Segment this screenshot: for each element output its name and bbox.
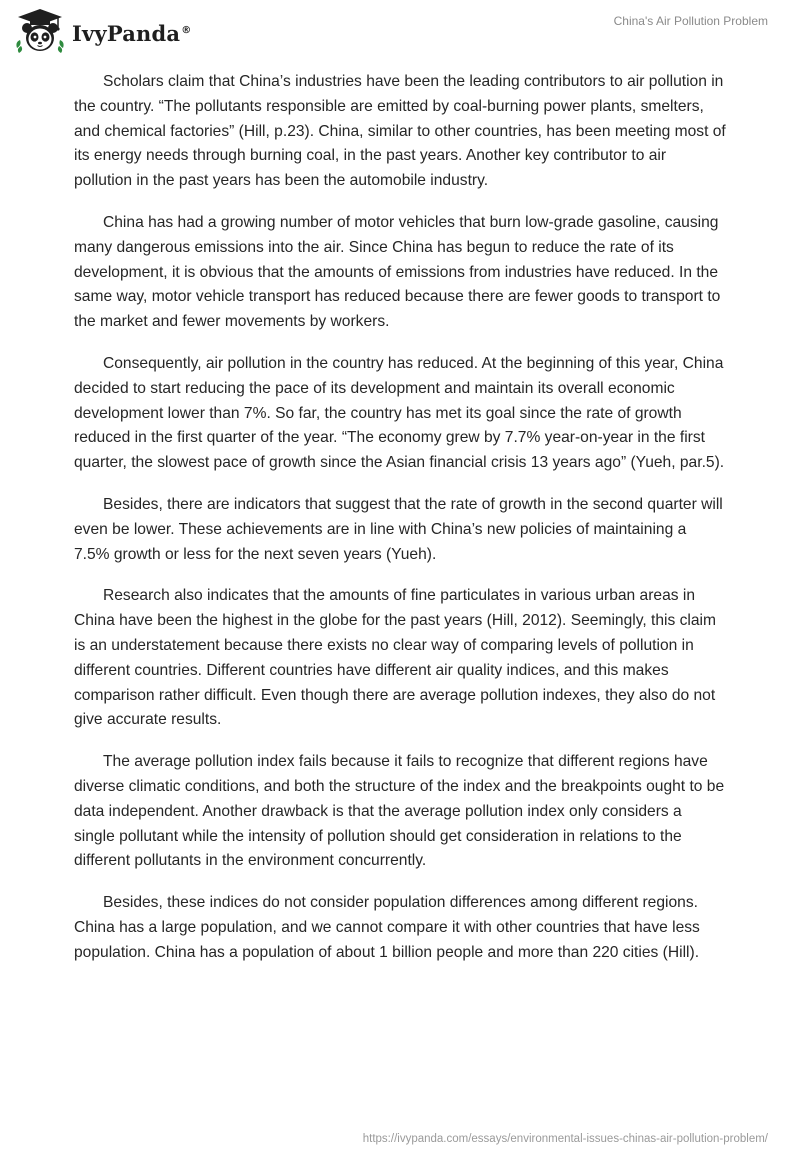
paragraph: Consequently, air pollution in the country has reduced. At the beginning of this year, China decided to start reducing the pace of its development and maintain its overall economic development lower than 7%. So far, the country has met its goal since the rate of growth reduced in the first quarter of the year. “The economy grew by 7.7% year-on-year in the first quarter, the slowest pace of growth since the Asian financial crisis 13 years ago” (Yueh, par.5). bbox=[74, 354, 725, 472]
brand-registered-mark: ® bbox=[181, 24, 192, 36]
panda-graduate-icon bbox=[14, 8, 66, 56]
paragraph: Besides, these indices do not consider population differences among different regions. China has a large population, and we cannot compare it with other countries that have less population. China has a population of about 1 billion people and more than 220 cities (Hill). bbox=[74, 894, 700, 961]
paragraph: The average pollution index fails because it fails to recognize that different regions have diverse climatic conditions, and both the structure of the index and the breakpoints ought to be data independent. Another drawback is that the average pollution index only considers a single pollutant while the intensity of pollution should get consideration in relations to the different pollutants in the environment concurrently. bbox=[74, 753, 725, 870]
brand-logo[interactable] bbox=[14, 8, 191, 56]
document-title: China's Air Pollution Problem bbox=[613, 14, 768, 28]
paragraph: Scholars claim that China’s industries have been the leading contributors to air pollution in the country. “The pollutants responsible are emitted by coal-burning power plants, smelters, and chemical factories” (Hill, p.23). China, similar to other countries, has been meeting most of its energy needs through burning coal, in the past years. Another key contributor to air pollution in the past years has been the automobile industry. bbox=[74, 73, 726, 190]
essay-body bbox=[74, 70, 726, 983]
page-header bbox=[0, 0, 800, 64]
paragraph: China has had a growing number of motor vehicles that burn low-grade gasoline, causing many dangerous emissions into the air. Since China has begun to reduce the rate of its development, it is obvious that the amounts of emissions from industries have reduced. In the same way, motor vehicle transport has reduced because there are fewer goods to transport to the market and fewer movements by workers. bbox=[74, 213, 721, 331]
brand-name: IvyPanda® bbox=[72, 20, 192, 46]
source-url-link[interactable]: https://ivypanda.com/essays/environmental-issues-chinas-air-pollution-problem/ bbox=[362, 1133, 768, 1145]
paragraph: Research also indicates that the amounts of fine particulates in various urban areas in China have been the highest in the globe for the past years (Hill, 2012). Seemingly, this claim is an understatement because there exists no clear way of comparing levels of pollution in different countries. Different countries have different air quality indices, and this makes comparison rather difficult. Even though there are average pollution indexes, they also do not give accurate results. bbox=[74, 587, 717, 729]
paragraph: Besides, there are indicators that suggest that the rate of growth in the second quarter will even be lower. These achievements are in line with China’s new policies of maintaining a 7.5% growth or less for the next seven years (Yueh). bbox=[74, 495, 723, 563]
